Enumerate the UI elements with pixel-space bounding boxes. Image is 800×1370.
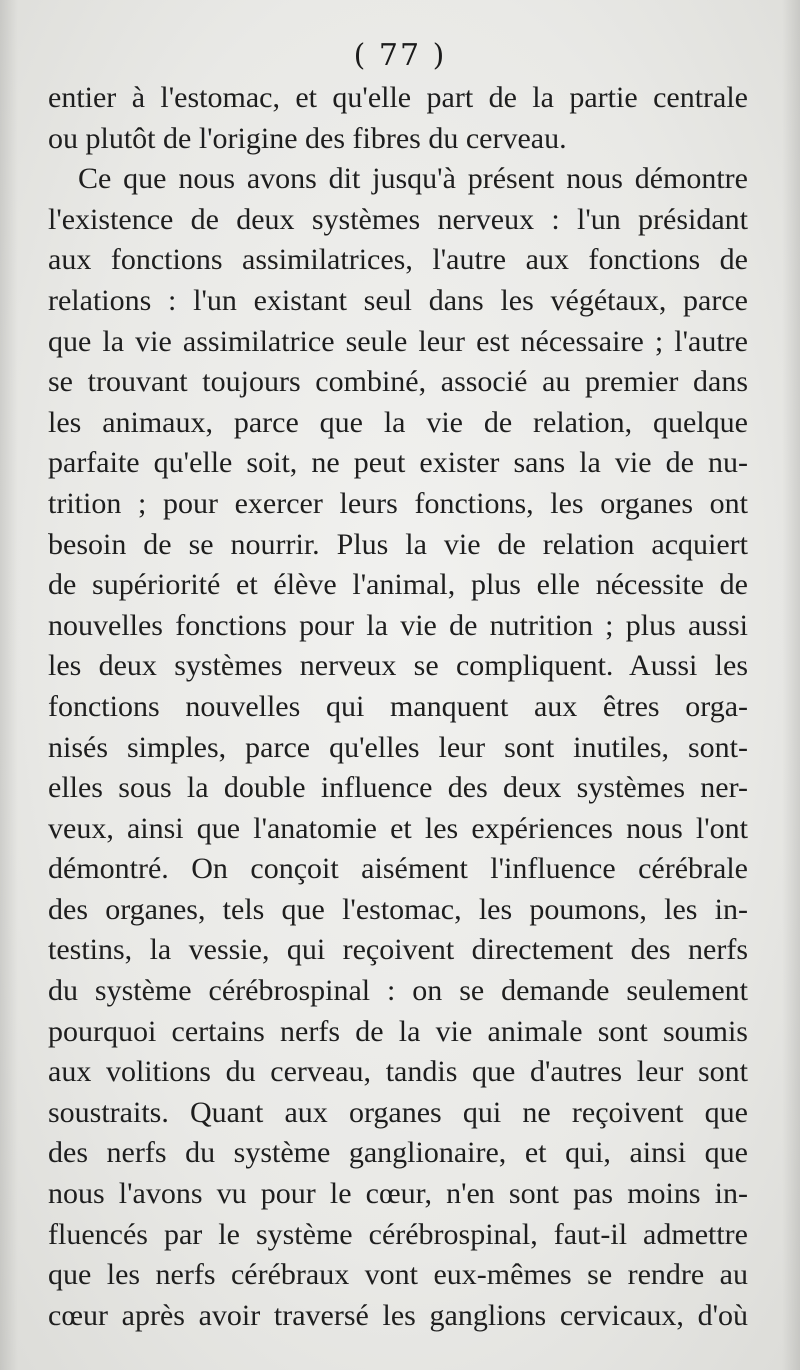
text-line-17: nisés simples, parce qu'elles leur sont inutiles, sont- [48,730,748,764]
text-line-19: veux, ainsi que l'anatomie et les expériences nous l'ont [48,811,748,845]
text-line-18: elles sous la double influence des deux systèmes ner- [48,771,748,805]
text-line-6: relations : l'un existant seul dans les végétaux, parce [48,283,748,317]
text-line-24: pourquoi certains nerfs de la vie animale sont soumis [48,1014,748,1048]
text-line-20: démontré. On conçoit aisément l'influence cérébrale [48,852,748,886]
page-number-header: ( 77 ) [353,38,447,73]
text-line-8: se trouvant toujours combiné, associé au premier dans [48,365,748,399]
text-line-14: nouvelles fonctions pour la vie de nutrition ; plus aussi [48,608,748,642]
text-line-3: Ce que nous avons dit jusqu'à présent nous démontre [78,162,748,196]
text-line-4: l'existence de deux systèmes nerveux : l'un présidant [48,202,748,236]
text-line-5: aux fonctions assimilatrices, l'autre aux fonctions de [48,243,748,277]
text-line-2: ou plutôt de l'origine des fibres du cerveau. [48,121,567,155]
text-line-7: que la vie assimilatrice seule leur est nécessaire ; l'autre [48,324,748,358]
text-line-29: fluencés par le système cérébrospinal, faut-il admettre [48,1217,748,1251]
text-line-22: testins, la vessie, qui reçoivent directement des nerfs [48,933,748,967]
text-line-13: de supériorité et élève l'animal, plus elle nécessite de [48,568,748,602]
text-line-23: du système cérébrospinal : on se demande seulement [48,974,748,1008]
text-line-28: nous l'avons vu pour le cœur, n'en sont pas moins in- [48,1177,748,1211]
text-line-31: cœur après avoir traversé les ganglions cervicaux, d'où [48,1298,748,1332]
text-line-25: aux volitions du cerveau, tandis que d'autres leur sont [48,1055,748,1089]
text-line-15: les deux systèmes nerveux se compliquent. Aussi les [48,649,748,683]
text-line-26: soustraits. Quant aux organes qui ne reçoivent que [48,1095,748,1129]
text-line-11: trition ; pour exercer leurs fonctions, les organes ont [48,486,748,520]
text-line-27: des nerfs du système ganglionaire, et qui, ainsi que [48,1136,748,1170]
text-line-12: besoin de se nourrir. Plus la vie de relation acquiert [48,527,748,561]
text-line-16: fonctions nouvelles qui manquent aux êtres orga- [48,689,748,723]
text-line-21: des organes, tels que l'estomac, les poumons, les in- [48,892,748,926]
text-line-1: entier à l'estomac, et qu'elle part de la partie centrale [48,81,748,114]
text-line-30: que les nerfs cérébraux vont eux-mêmes se rendre au [48,1258,748,1292]
page-right-edge-shadow [782,0,800,1370]
text-line-10: parfaite qu'elle soit, ne peut exister sans la vie de nu- [48,446,748,480]
body-text [48,78,748,1336]
page-left-edge-shadow [0,0,18,1370]
text-line-9: les animaux, parce que la vie de relation, quelque [48,405,748,439]
